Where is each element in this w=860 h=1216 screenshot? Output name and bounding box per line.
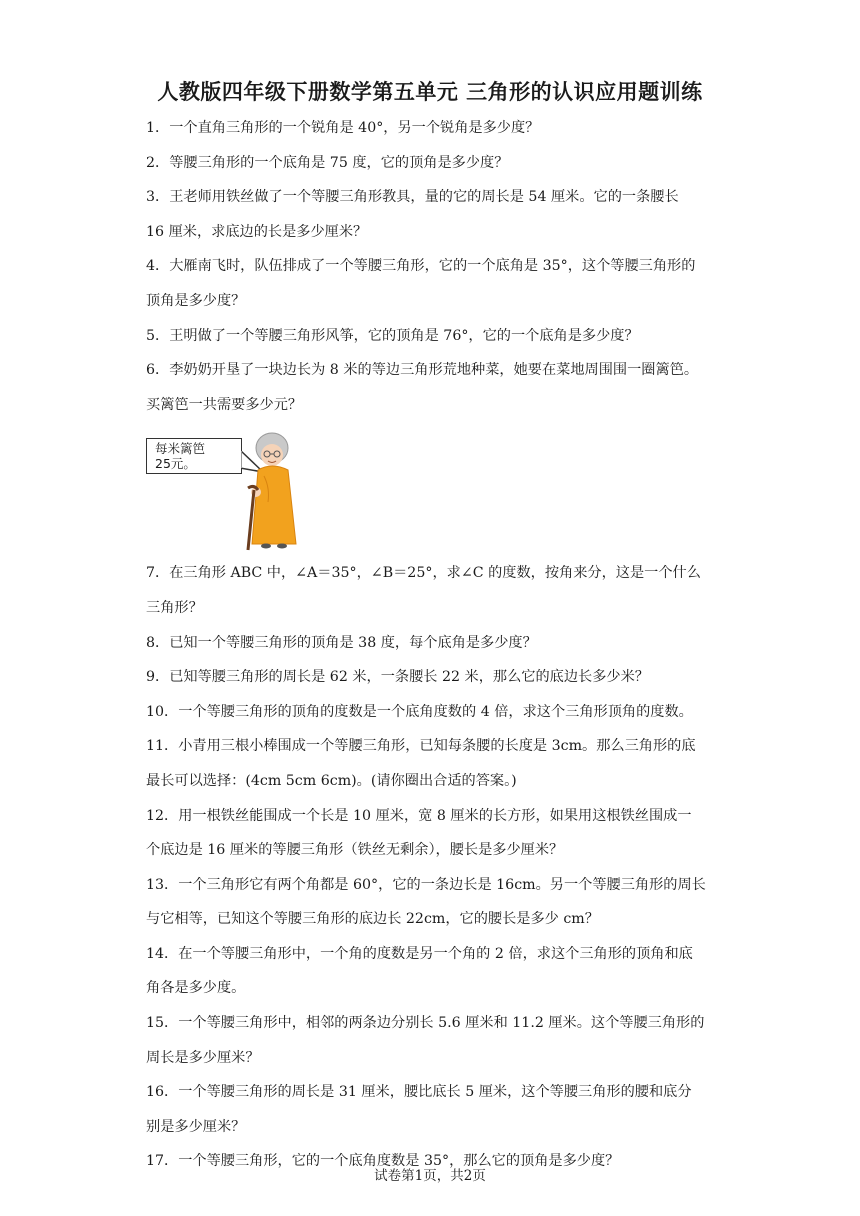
- question-3-line-2: 16 厘米，求底边的长是多少厘米？: [146, 223, 368, 240]
- question-13-line-1: 13．一个三角形它有两个角都是 60°，它的一条边长是 16cm。另一个等腰三角形的周长: [146, 876, 706, 893]
- question-4-line-1: 4．大雁南飞时，队伍排成了一个等腰三角形，它的一个底角是 35°，这个等腰三角形的: [146, 258, 696, 275]
- question-1: 1．一个直角三角形的一个锐角是 40°，另一个锐角是多少度？: [146, 120, 540, 136]
- question-14-line-2: 角各是多少度。: [146, 980, 246, 997]
- question-11-line-2: 最长可以选择：(4cm 5cm 6cm)。(请你圈出合适的答案。): [146, 772, 517, 789]
- question-10: 10．一个等腰三角形的顶角的度数是一个底角度数的 4 倍，求这个三角形顶角的度数。: [146, 703, 693, 720]
- bubble-text-line-1: 每米篱笆: [155, 441, 206, 457]
- question-12-line-1: 12．用一根铁丝能围成一个长是 10 厘米，宽 8 厘米的长方形，如果用这根铁丝围成一: [146, 807, 692, 824]
- question-7-line-1: 7．在三角形 ABC 中，∠A＝35°，∠B＝25°，求∠C 的度数，按角来分，这是一个什么: [146, 565, 701, 582]
- question-9: 9．已知等腰三角形的周长是 62 米，一条腰长 22 米，那么它的底边长多少米？: [146, 669, 649, 686]
- question-12-line-2: 个底边是 16 厘米的等腰三角形（铁丝无剩余），腰长是多少厘米？: [146, 842, 564, 859]
- question-17: 17．一个等腰三角形，它的一个底角度数是 35°，那么它的顶角是多少度？: [146, 1153, 620, 1170]
- question-11-line-1: 11．小青用三根小棒围成一个等腰三角形，已知每条腰的长度是 3cm。那么三角形的底: [146, 738, 696, 755]
- question-16-line-2: 别是多少厘米？: [146, 1118, 246, 1135]
- question-3-line-1: 3．王老师用铁丝做了一个等腰三角形教具，量的它的周长是 54 厘米。它的一条腰长: [146, 189, 679, 206]
- question-list: [146, 117, 718, 1185]
- question-7-line-2: 三角形？: [146, 599, 203, 616]
- grandma-figure: [146, 428, 346, 562]
- question-6-line-1: 6．李奶奶开垦了一块边长为 8 米的等边三角形荒地种菜，她要在菜地周围围一圈篱笆。: [146, 362, 699, 379]
- question-5: 5．王明做了一个等腰三角形风筝，它的顶角是 76°，它的一个底角是多少度？: [146, 327, 639, 344]
- question-2: 2．等腰三角形的一个底角是 75 度，它的顶角是多少度？: [146, 154, 509, 171]
- grandma-illustration: [234, 428, 314, 552]
- question-14-line-1: 14．在一个等腰三角形中，一个角的度数是另一个角的 2 倍，求这个三角形的顶角和底: [146, 945, 693, 962]
- question-4-line-2: 顶角是多少度？: [146, 292, 246, 309]
- document-title: 人教版四年级下册数学第五单元 三角形的认识应用题训练: [157, 80, 703, 104]
- page-footer: 试卷第1页，共2页: [374, 1168, 486, 1184]
- question-15-line-2: 周长是多少厘米？: [146, 1049, 260, 1066]
- question-13-line-2: 与它相等，已知这个等腰三角形的底边长 22cm，它的腰长是多少 cm？: [146, 911, 599, 928]
- question-16-line-1: 16．一个等腰三角形的周长是 31 厘米，腰比底长 5 厘米，这个等腰三角形的腰和底分: [146, 1084, 692, 1101]
- bubble-text-line-2: 25元。: [155, 456, 196, 472]
- question-15-line-1: 15．一个等腰三角形中，相邻的两条边分别长 5.6 厘米和 11.2 厘米。这个等腰三角形的: [146, 1015, 705, 1032]
- question-8: 8．已知一个等腰三角形的顶角是 38 度，每个底角是多少度？: [146, 634, 537, 651]
- question-6-line-2: 买篱笆一共需要多少元？: [146, 396, 303, 413]
